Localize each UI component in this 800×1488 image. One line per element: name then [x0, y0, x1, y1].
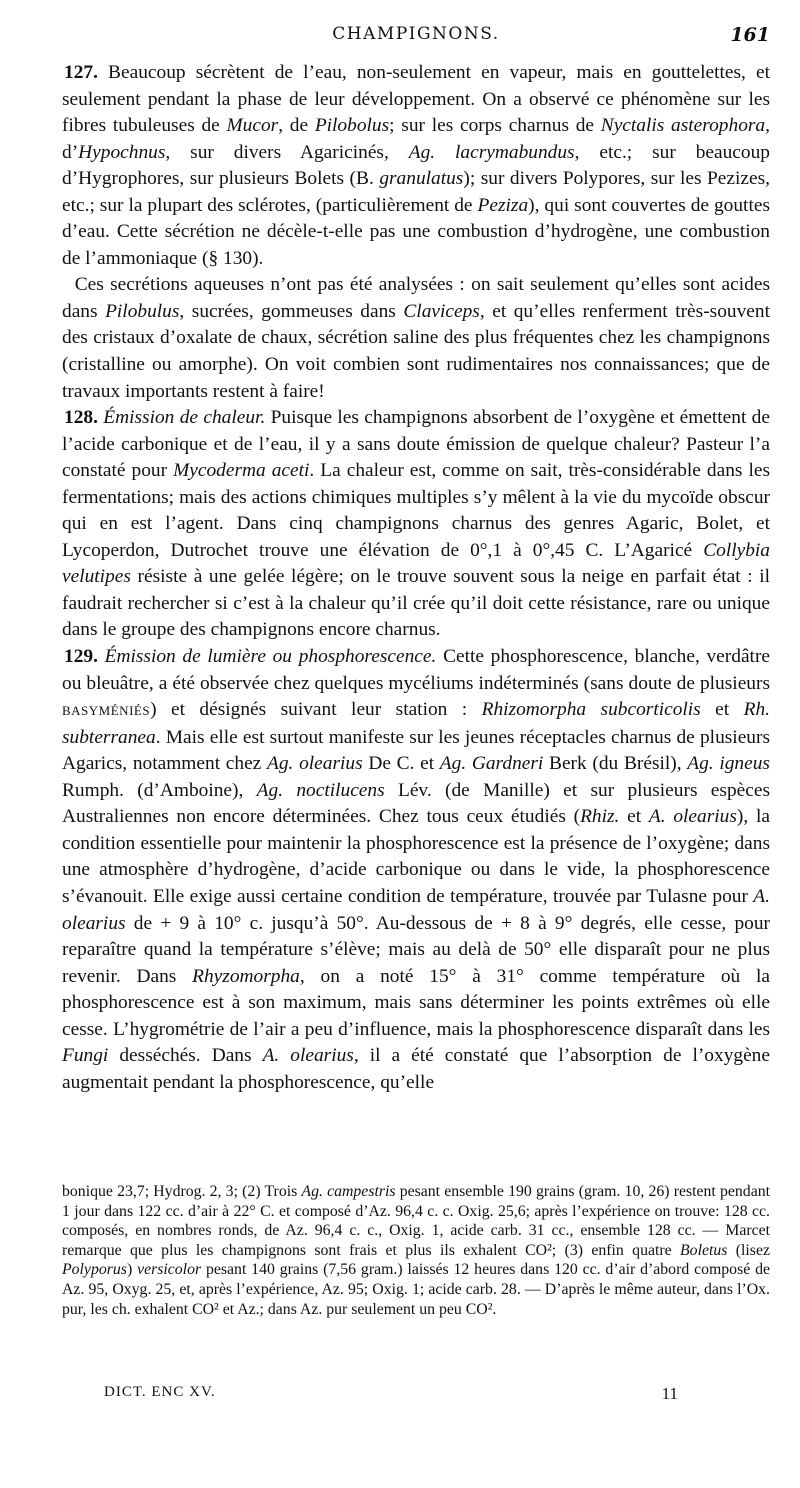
signature-number: 11 — [661, 1384, 678, 1403]
text-run: pesant ensemble 190 grains (gram. 10, 26) restent pendant 1 jour dans 122 cc. d’air à 22° C. et composé d’Az. 96,4 c. c. Oxig. 25,6; après l’expérience on trouve: 128 cc. composés, en nombres ronds, de Az. 96,4 c. c., Oxig. 1, acide carb. 31 cc., ensemble 128 cc. — Marcet remarque que plus les champignons sont frais et plus ils exhalent CO²; ( — [62, 1183, 770, 1259]
text-run: . La chaleur est, comme on sait, très-considérable dans les fermentations; mais des actions chimiques multiples s’y mêlent à la vie du mycoïde obscur qui en est l’agent. Dans cinq champignons charnus des genres Agaric, Bolet, et Lycoperdon, Dutrochet trouve une élévation de 0°,1 à 0°,45 C. L’Agaricé — [62, 460, 770, 561]
text-run: de + 9 à 10° c. jusqu’à 50°. Au-dessous de + 8 à 9° degrés, elle cesse, pour reparaître quand la température s’élève; mais au delà de 50° elle disparaît pour ne plus revenir. Dans — [62, 912, 770, 987]
taxon-name: granulatus — [379, 168, 464, 190]
text-run: desséchés. Dans — [108, 1045, 263, 1067]
taxon-name: Polyporus — [62, 1261, 127, 1279]
text-run: , d’ — [62, 115, 770, 163]
text-run: , de — [278, 115, 315, 137]
taxon-name: Boletus — [680, 1241, 728, 1259]
page-header — [62, 24, 770, 50]
text-run: , on a noté 15° à 31° comme température où la phosphorescence est à son maximum, mais sans déterminer les points extrêmes où elle cesse. L’hygrométrie de l’air a peu d’influence, mais la phosphorescence disparaît dans les — [62, 965, 771, 1040]
text-run: et — [700, 699, 744, 721]
taxon-name: A. olearius — [648, 806, 737, 828]
text-run: , et qu’elles renferment très-souvent des cristaux d’oxalate de chaux, sécrétion saline des plus fréquentes chez les champignons (cristalline ou amorphe). On voit combien sont rudimentaires nos connaissances; que de travaux importants restent à faire! — [62, 300, 770, 402]
section-number: 127. — [64, 62, 98, 83]
text-run: ) et désignés suivant leur station : — [150, 699, 482, 721]
text-run: De C. et — [362, 753, 440, 775]
text-run: Rumph. (d’Amboine), — [62, 779, 257, 801]
section-heading: Émission de chaleur. — [97, 407, 266, 429]
small-caps-term: BASYMÉNIÉS — [62, 703, 151, 719]
text-run: , il a été constaté que l’absorption de l’oxygène augmentait pendant la phosphorescence, qu’elle — [62, 1045, 770, 1093]
signature-mark: DICT. ENC XV. — [104, 1384, 216, 1400]
text-run: ) enfin quatre — [577, 1241, 681, 1259]
paragraph-127 — [62, 60, 770, 272]
text-run: Ces secrétions aqueuses n’ont pas été analysées : on sait seulement qu’elles sont acides dans — [62, 274, 770, 322]
text-run: . Mais elle est surtout manifeste sur les jeunes réceptacles charnus de plusieurs Agarics, notamment chez — [62, 726, 770, 775]
paragraph-128 — [62, 405, 770, 644]
section-number: 128. — [64, 407, 98, 429]
text-run: ; sur les corps charnus de — [389, 115, 601, 137]
taxon-name: Mucor — [226, 115, 279, 137]
section-number: 129. — [64, 646, 98, 668]
text-run: ) Trois — [255, 1183, 302, 1200]
text-run: ), qui sont couvertes de gouttes d’eau. Cette sécrétion ne décèle-t-elle pas une combustion d’hydrogène, une combustion de l’ammoniaque (§ 130). — [62, 194, 770, 269]
text-run: Berk (du Brésil), — [543, 753, 688, 775]
printer-signature — [104, 1384, 678, 1408]
taxon-name: Collybia velutipes — [62, 539, 770, 588]
paragraph-129 — [62, 644, 770, 1096]
text-run: (lisez — [727, 1241, 770, 1259]
text-run: , sur divers Agaricinés, — [165, 141, 409, 163]
taxon-name: Claviceps — [403, 300, 480, 322]
text-run: Beaucoup sécrètent de l’eau, non-seulement en vapeur, mais en gouttelettes, et seulement pendant la phase de leur développement. On a observé ce phénomène sur les fibres tubuleuses de — [62, 62, 770, 137]
taxon-name: Ag. noctilucens — [256, 779, 385, 801]
text-run: ), la condition essentielle pour maintenir la phosphorescence est la présence de l’oxygène; dans une atmosphère d’hydrogène, d’acide carbonique ou dans le vide, la phosphorescence s’évanouit. Elle exige aussi certaine condition de température, trouvée par Tulasne pour — [62, 806, 770, 907]
text-run: ); sur divers Polypores, sur les Pezizes, etc.; sur la plupart des sclérotes, (particulièrement de — [62, 168, 770, 216]
taxon-name: Ag. Gardneri — [439, 753, 544, 775]
taxon-name: A. olearius — [62, 885, 770, 934]
taxon-name: Ag. igneus — [687, 753, 770, 775]
taxon-name: Pilobulus — [105, 300, 180, 322]
taxon-name: versicolor — [137, 1261, 202, 1279]
taxon-name: Rhizomorpha subcorticolis — [481, 699, 701, 721]
taxon-name: Fungi — [62, 1045, 109, 1067]
text-run: bonique 23,7; Hydrog. 2, 3; ( — [62, 1183, 248, 1200]
paragraph-127-continued — [62, 272, 770, 405]
text-run: , sucrées, gommeuses dans — [179, 300, 404, 322]
footnote-text — [62, 1182, 770, 1319]
taxon-name: Rhiz. — [580, 806, 620, 828]
taxon-name: Ag. lacrymabundus — [408, 141, 575, 163]
taxon-name: Peziza — [477, 194, 529, 216]
taxon-name: Hypochnus — [78, 141, 166, 163]
text-run: résiste à une gelée légère; on le trouve souvent sous la neige en parfait état : il faudrait rechercher si c’est à la chaleur qu’il crée qu’il doit cette résistance, rare ou unique dans le groupe des champignons encore charnus. — [62, 566, 770, 641]
text-run: , etc.; sur beaucoup d’Hygrophores, sur plusieurs Bolets (B. — [62, 141, 770, 190]
section-heading: Émission de lumière ou phosphorescence. — [97, 646, 437, 668]
taxon-name: A. olearius — [262, 1045, 354, 1067]
text-run: pesant 140 grains (7,56 gram.) laissés 12 heures dans 120 cc. d’air d’abord composé de Az. 95, Oxyg. 25, et, après l’expérience, Az. 95; Oxig. 1; acide carb. 28. — D’après le même auteur, dans l’Ox. pur, les ch. exhalent CO² et Az.; dans Az. pur seulement un peu CO². — [62, 1261, 770, 1318]
text-run: Cette phosphorescence, blanche, verdâtre ou bleuâtre, a été observée chez quelques mycéliums indéterminés (sans doute de plusieurs — [62, 646, 771, 694]
taxon-name: Rhyzomorpha — [192, 965, 300, 987]
taxon-name: Rh. subterranea — [62, 699, 770, 748]
running-title: CHAMPIGNONS. — [332, 24, 500, 44]
note-marker: 3 — [569, 1241, 578, 1259]
page-number: 161 — [730, 24, 770, 46]
taxon-name: Ag. olearius — [266, 753, 363, 775]
taxon-name: Mycoderma aceti — [173, 460, 310, 482]
note-marker: 2 — [247, 1183, 256, 1200]
text-run: et — [619, 806, 649, 828]
text-run: ) — [126, 1261, 138, 1279]
body-text — [62, 60, 770, 1096]
taxon-name: Ag. campestris — [301, 1183, 396, 1200]
footnote — [62, 1182, 770, 1319]
text-run: Puisque les champignons absorbent de l’oxygène et émettent de l’acide carbonique et de l’eau, il y a sans doute émission de quelque chaleur? Pasteur l’a constaté pour — [62, 407, 770, 482]
taxon-name: Nyctalis asterophora — [600, 115, 766, 137]
taxon-name: Pilobolus — [314, 115, 390, 137]
text-run: Lév. (de Manille) et sur plusieurs espèces Australiennes non encore déterminées. Chez tous ceux étudiés ( — [62, 779, 771, 828]
